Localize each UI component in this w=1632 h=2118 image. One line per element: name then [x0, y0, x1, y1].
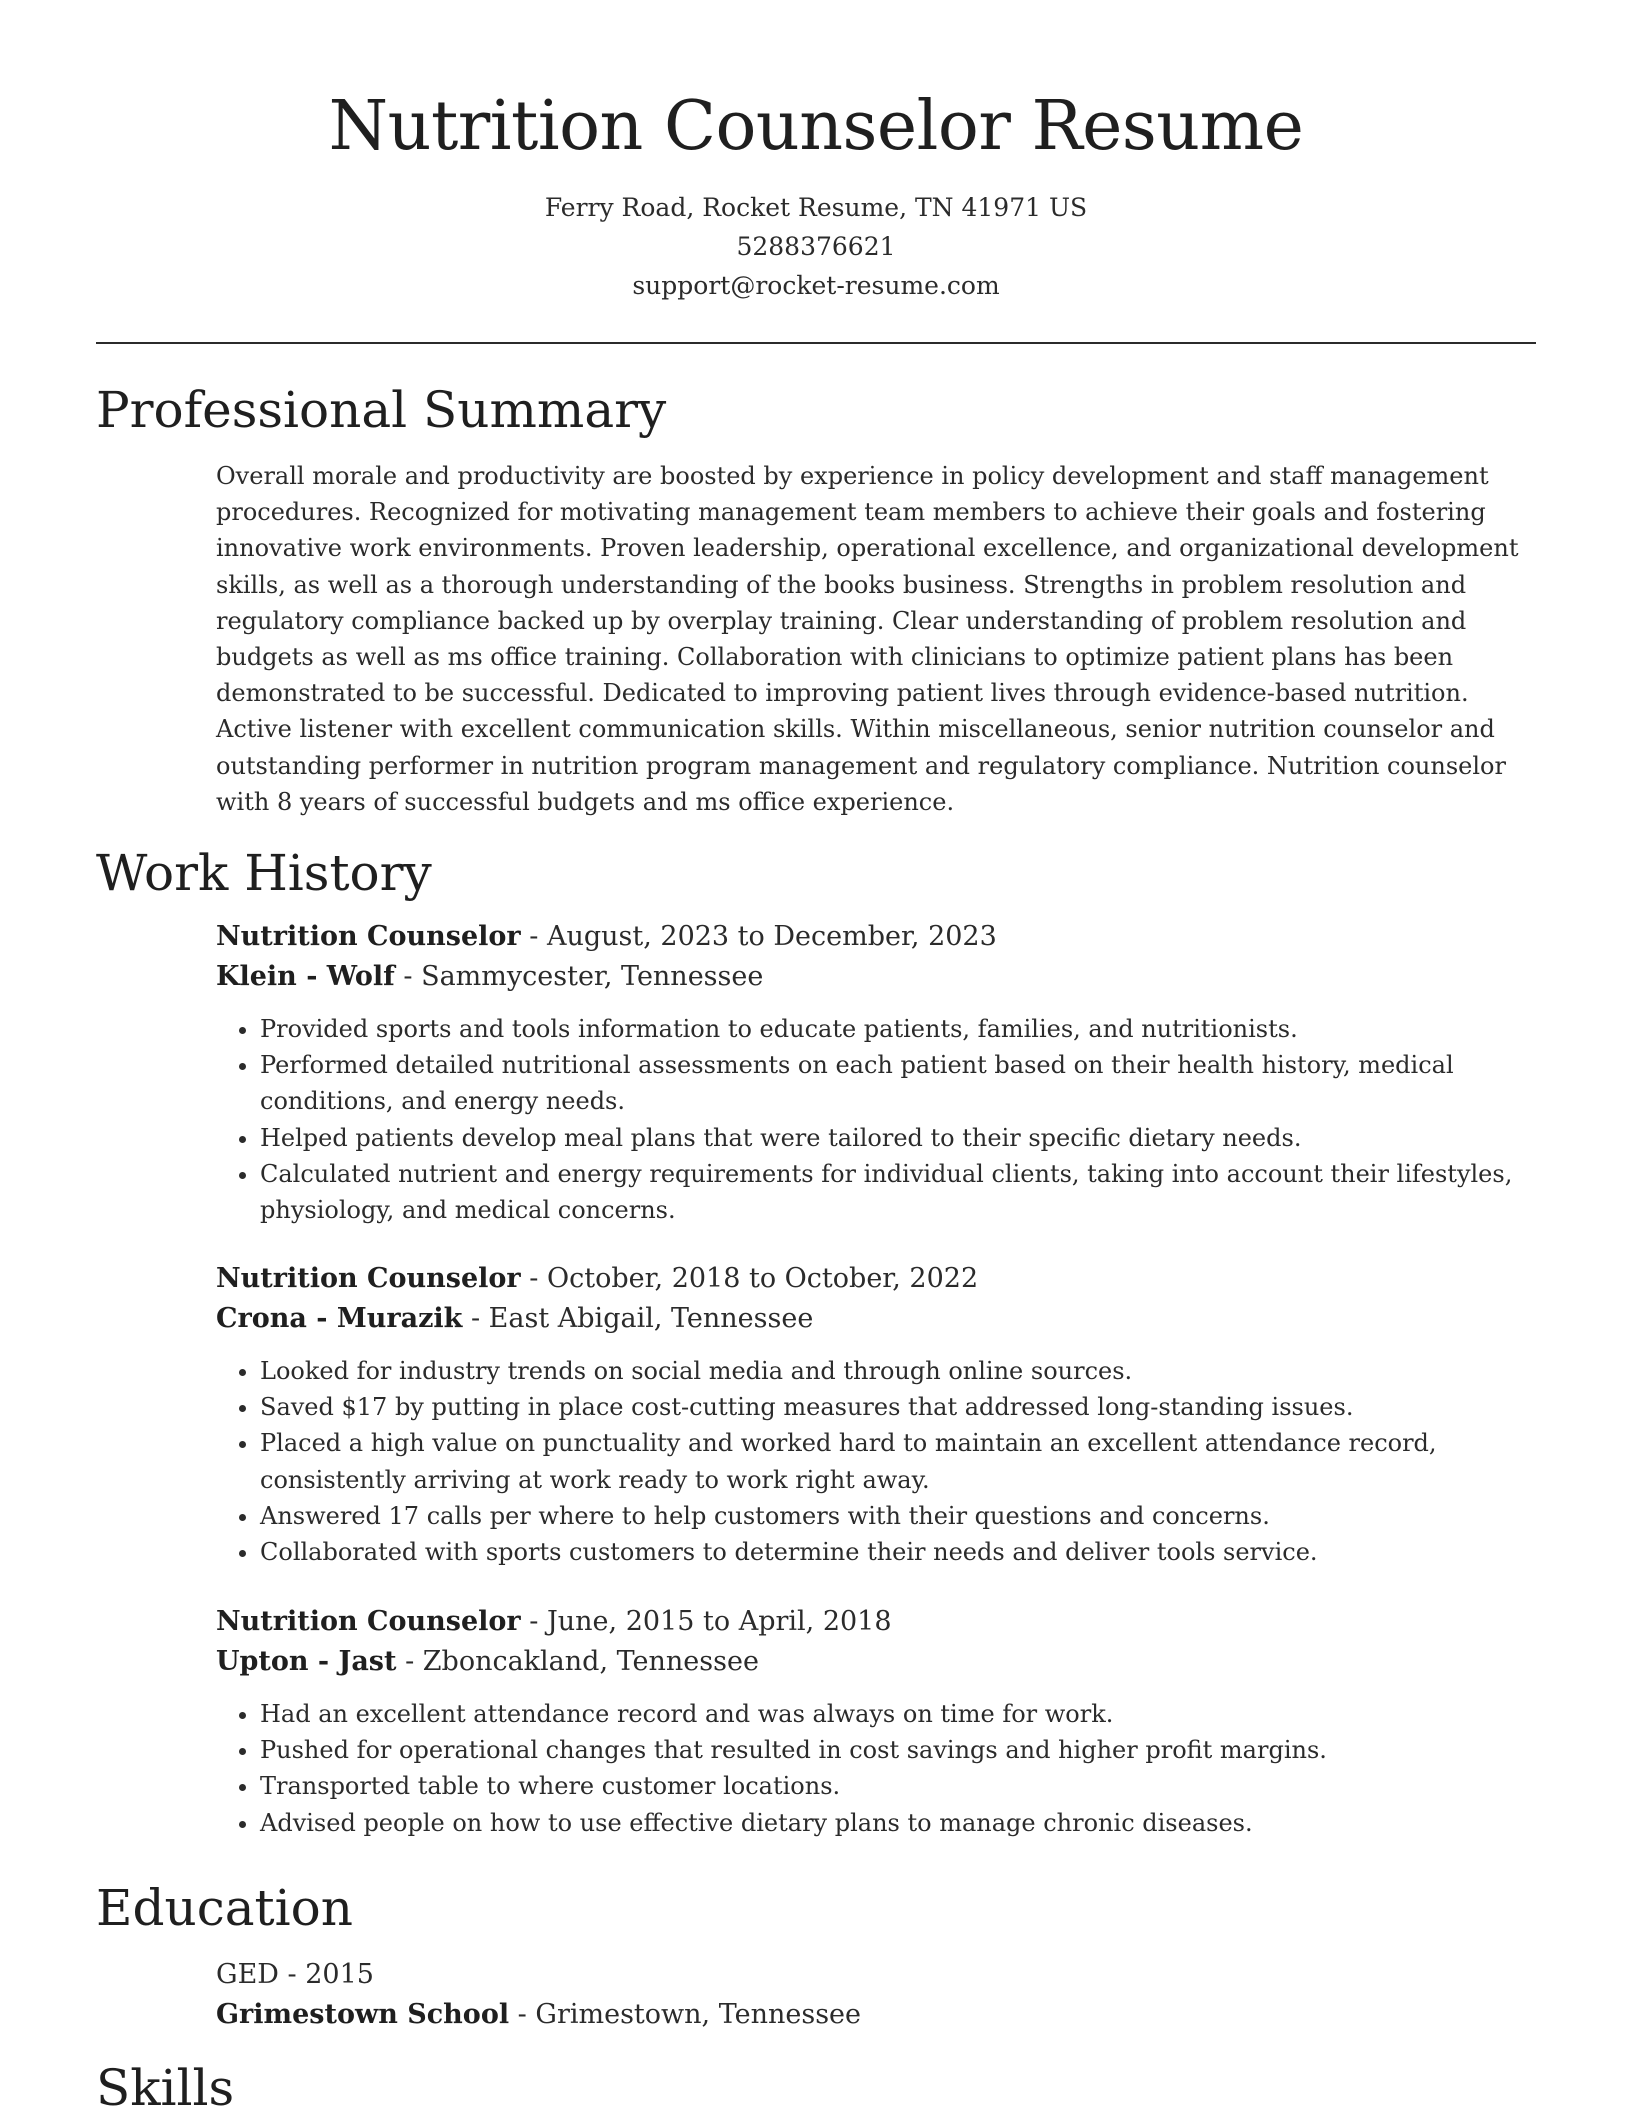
- job-bullets: [216, 1696, 1536, 1841]
- job-dates: - August, 2023 to December, 2023: [520, 921, 997, 952]
- header-divider: [96, 342, 1536, 344]
- list-item: • Had an excellent attendance record and was always on time for work.: [260, 1696, 1536, 1732]
- education-year: - 2015: [278, 1959, 374, 1990]
- job-company: Crona - Murazik: [216, 1303, 463, 1334]
- list-item: • Placed a high value on punctuality and worked hard to maintain an excellent attendance record, consistently arriving at work ready to work right away.: [260, 1425, 1536, 1497]
- job-company-line: [216, 1299, 1536, 1339]
- list-item: • Helped patients develop meal plans that were tailored to their specific dietary needs.: [260, 1120, 1536, 1156]
- job-bullets: [216, 1353, 1536, 1570]
- section-heading-education: Education: [96, 1879, 353, 1937]
- job-title-line: [216, 917, 1536, 957]
- section-heading-summary: Professional Summary: [96, 381, 667, 439]
- job-company: Upton - Jast: [216, 1646, 397, 1677]
- summary-text: Overall morale and productivity are boosted by experience in policy development and staff management procedures. Recognized for motivating management team members to achieve their goals and fostering innovative work environments. Proven leadership, operational excellence, and organizational development skills, as well as a thorough understanding of the books business. Strengths in problem resolution and regulatory compliance backed up by overplay training. Clear understanding of problem resolution and budgets as well as ms office training. Collaboration with clinicians to optimize patient plans has been demonstrated to be successful. Dedicated to improving patient lives through evidence-based nutrition. Active listener with excellent communication skills. Within miscellaneous, senior nutrition counselor and outstanding performer in nutrition program management and regulatory compliance. Nutrition counselor with 8 years of successful budgets and ms office experience.: [216, 462, 1519, 816]
- education-degree: GED: [216, 1959, 279, 1990]
- job-title-line: [216, 1602, 1536, 1642]
- job-dates: - June, 2015 to April, 2018: [520, 1606, 892, 1637]
- job-location: - Zboncakland, Tennessee: [396, 1646, 759, 1677]
- resume-header: [0, 0, 1632, 305]
- section-heading-skills: Skills: [96, 2059, 235, 2117]
- job-company: Klein - Wolf: [216, 961, 395, 992]
- list-item: • Transported table to where customer locations.: [260, 1768, 1536, 1804]
- job-entry: [216, 917, 1536, 1228]
- job-bullets: [216, 1011, 1536, 1228]
- education-location: - Grimestown, Tennessee: [509, 1999, 862, 2030]
- list-item: • Calculated nutrient and energy requirements for individual clients, taking into account their lifestyles, physiology, and medical concerns.: [260, 1156, 1536, 1228]
- education-school: Grimestown School: [216, 1999, 510, 2030]
- list-item: • Looked for industry trends on social media and through online sources.: [260, 1353, 1536, 1389]
- list-item: • Provided sports and tools information to educate patients, families, and nutritionists.: [260, 1011, 1536, 1047]
- list-item: • Saved $17 by putting in place cost-cutting measures that addressed long-standing issues.: [260, 1389, 1536, 1425]
- resume-title: Nutrition Counselor Resume: [328, 87, 1304, 166]
- job-dates: - October, 2018 to October, 2022: [520, 1263, 979, 1294]
- education-school-line: [216, 1995, 1536, 2035]
- job-title: Nutrition Counselor: [216, 1263, 521, 1294]
- summary-block: [216, 458, 1536, 820]
- address: Ferry Road, Rocket Resume, TN 41971 US: [544, 193, 1088, 222]
- job-title: Nutrition Counselor: [216, 1606, 521, 1637]
- job-location: - East Abigail, Tennessee: [462, 1303, 814, 1334]
- education-degree-line: [216, 1955, 1536, 1995]
- job-location: - Sammycester, Tennessee: [394, 961, 764, 992]
- list-item: • Collaborated with sports customers to determine their needs and deliver tools service.: [260, 1534, 1536, 1570]
- phone: 5288376621: [736, 232, 896, 261]
- contact-block: [0, 188, 1632, 305]
- list-item: • Pushed for operational changes that resulted in cost savings and higher profit margins.: [260, 1732, 1536, 1768]
- job-company-line: [216, 957, 1536, 997]
- email: support@rocket-resume.com: [632, 271, 1000, 300]
- job-title-line: [216, 1259, 1536, 1299]
- list-item: • Answered 17 calls per where to help customers with their questions and concerns.: [260, 1498, 1536, 1534]
- education-entry: [216, 1955, 1536, 2035]
- list-item: • Performed detailed nutritional assessments on each patient based on their health history, medical conditions, and energy needs.: [260, 1047, 1536, 1119]
- list-item: • Advised people on how to use effective dietary plans to manage chronic diseases.: [260, 1805, 1536, 1841]
- job-title: Nutrition Counselor: [216, 921, 521, 952]
- job-entry: [216, 1602, 1536, 1841]
- job-entry: [216, 1259, 1536, 1570]
- job-company-line: [216, 1642, 1536, 1682]
- section-heading-work: Work History: [96, 844, 432, 902]
